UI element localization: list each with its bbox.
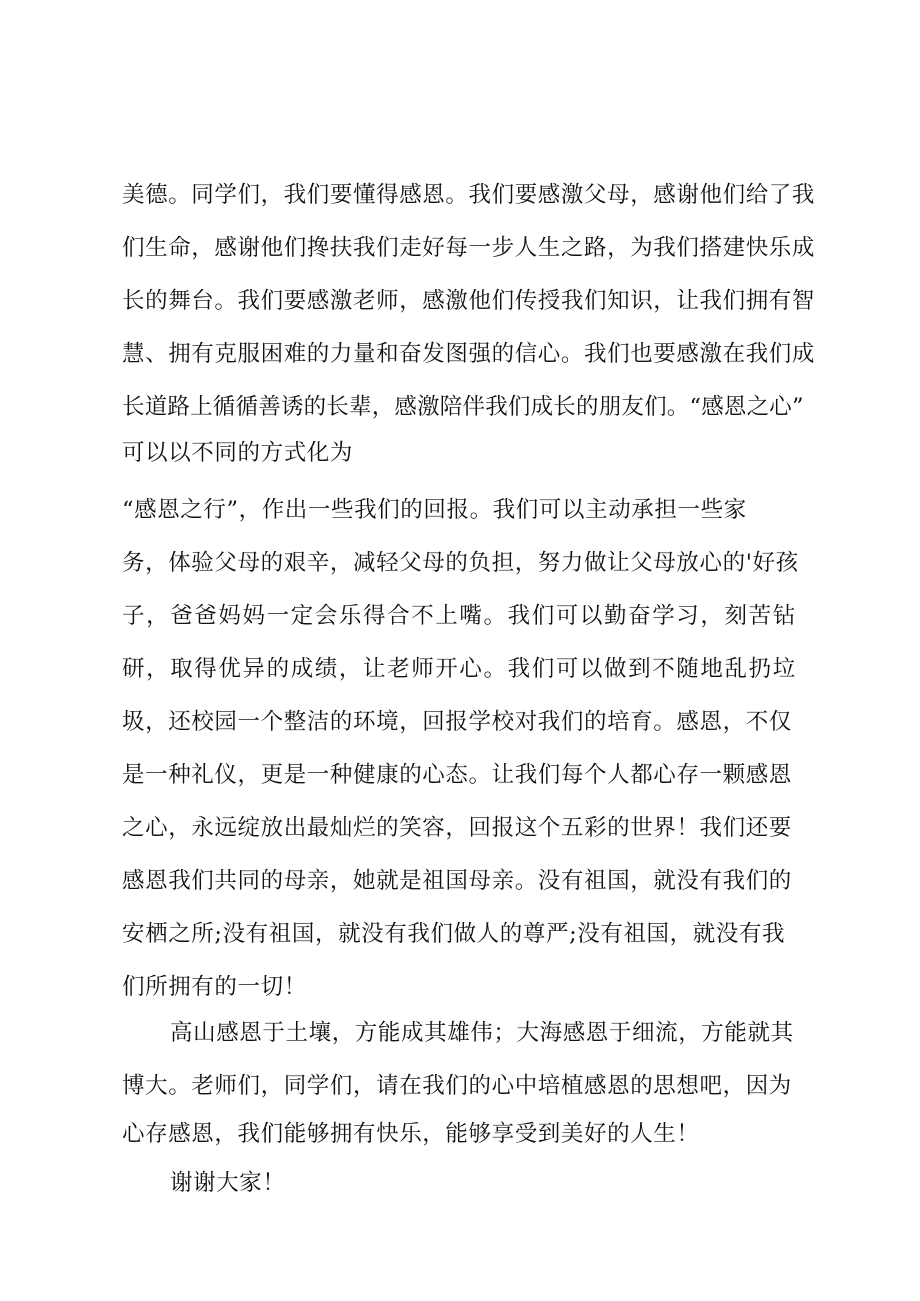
- text-line: 之心，永远绽放出最灿烂的笑容，回报这个五彩的世界！我们还要: [122, 815, 792, 841]
- text-line: 圾，还校园一个整洁的环境，回报学校对我们的培育。感恩，不仅: [122, 709, 792, 735]
- text-line: 慧、拥有克服困难的力量和奋发图强的信心。我们也要感激在我们成: [122, 341, 816, 367]
- text-line: “感恩之行”，作出一些我们的回报。我们可以主动承担一些家: [122, 497, 747, 523]
- text-line: 博大。老师们，同学们，请在我们的心中培植感恩的思想吧，因为: [122, 1073, 792, 1099]
- text-line: 长的舞台。我们要感激老师，感激他们传授我们知识，让我们拥有智: [122, 288, 816, 314]
- text-line: 研，取得优异的成绩，让老师开心。我们可以做到不随地乱扔垃: [122, 656, 797, 682]
- text-line: 感恩我们共同的母亲，她就是祖国母亲。没有祖国，就没有我们的: [122, 868, 792, 894]
- closing-line: 谢谢大家！: [170, 1170, 286, 1196]
- text-line: 心存感恩，我们能够拥有快乐，能够享受到美好的人生！: [122, 1121, 700, 1147]
- text-line: 可以以不同的方式化为: [122, 440, 354, 466]
- text-line: 长道路上循循善诱的长辈，感激陪伴我们成长的朋友们。“感恩之心”: [122, 394, 804, 420]
- text-line: 子，爸爸妈妈一定会乐得合不上嘴。我们可以勤奋学习，刻苦钻: [122, 603, 797, 629]
- text-line: 高山感恩于土壤，方能成其雄伟；大海感恩于细流，方能就其: [170, 1020, 794, 1046]
- text-line: 务，体验父母的艰辛，减轻父母的负担，努力做让父母放心的'好孩: [122, 550, 799, 576]
- text-line: 是一种礼仪，更是一种健康的心态。让我们每个人都心存一颗感恩: [122, 762, 792, 788]
- text-line: 美德。同学们，我们要懂得感恩。我们要感激父母，感谢他们给了我: [122, 182, 816, 208]
- text-line: 们生命，感谢他们搀扶我们走好每一步人生之路，为我们搭建快乐成: [122, 235, 816, 261]
- text-line: 们所拥有的一切！: [122, 974, 307, 1000]
- text-line: 安栖之所;没有祖国，就没有我们做人的尊严;没有祖国，就没有我: [122, 921, 786, 947]
